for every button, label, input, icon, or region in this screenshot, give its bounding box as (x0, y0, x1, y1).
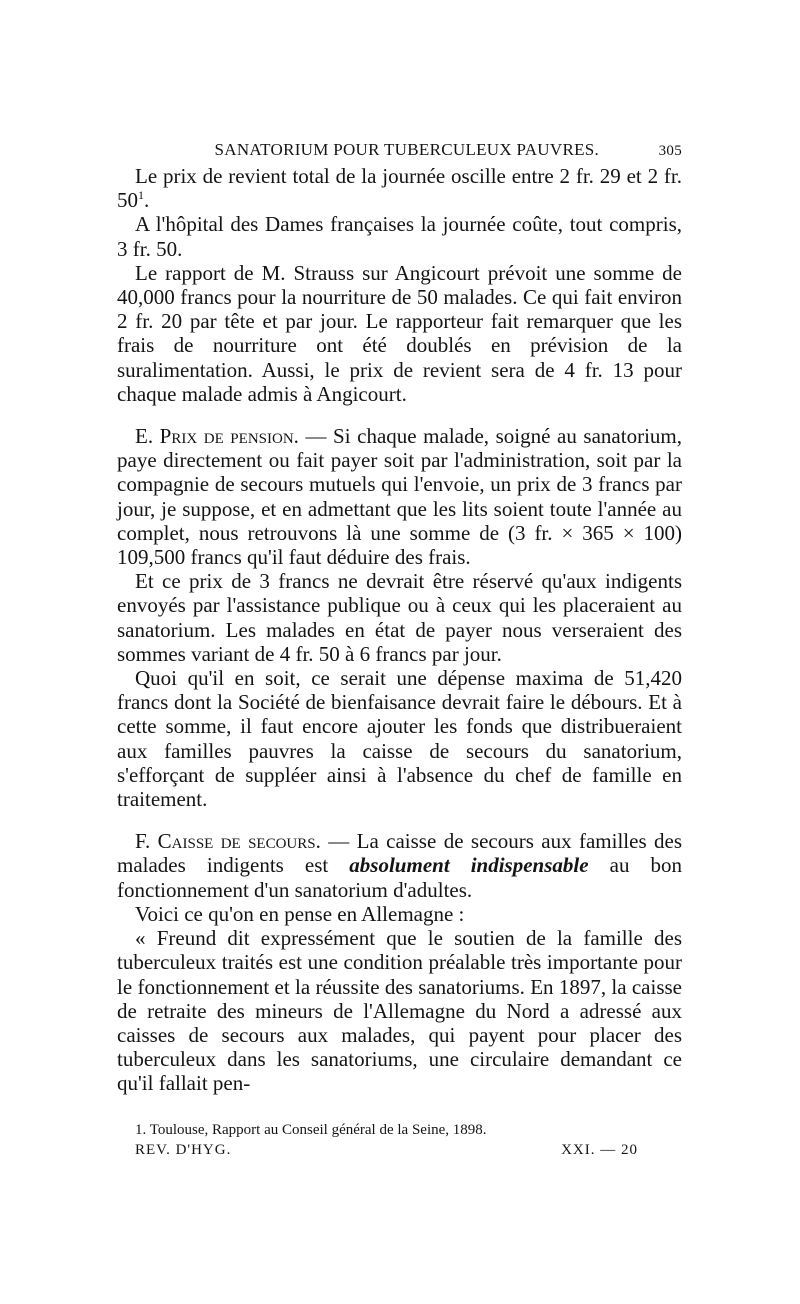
paragraph-dames-francaises: A l'hôpital des Dames françaises la journée coûte, tout compris, 3 fr. 50. (117, 212, 682, 261)
footnote (117, 1120, 682, 1140)
running-header (117, 140, 682, 160)
journal-abbreviation: REV. D'HYG. (135, 1141, 232, 1158)
paragraph-daily-cost-text: Le prix de revient total de la journée oscille entre 2 fr. 29 et 2 fr. 50 (117, 164, 682, 213)
section-e-letter: E. (135, 424, 154, 449)
paragraph-depense-maxima: Quoi qu'il en soit, ce serait une dépense maxima de 51,420 francs dont la Société de bienfaisance devrait faire le débours. Et à cette somme, il faut encore ajouter les fonds que distribueraient aux familles pauvres la caisse de secours du sanatorium, s'efforçant de suppléer ainsi à l'absence du chef de famille en traitement. (117, 666, 682, 812)
section-f-emphasis: absolument indispensable (349, 853, 589, 878)
sheet-signature-mark: XXI. — 20 (561, 1141, 638, 1158)
paragraph-allemagne: Voici ce qu'on en pense en Allemagne : (135, 901, 465, 926)
section-e-text: — Si chaque malade, soigné au sanatorium, paye directement ou fait payer soit par l'administration, soit par la compagnie de secours mutuels qui l'envoie, un prix de 3 francs par jour, je suppose, et en admettant que les lits soient toute l'année au complet, nous retrouvons là une somme de (3 fr. × 365 × 100) 109,500 francs qu'il faut déduire des frais. (117, 424, 682, 570)
running-title: SANATORIUM POUR TUBERCULEUX PAUVRES. (214, 140, 600, 159)
paragraph-daily-cost-end: . (144, 188, 150, 213)
section-e-prix-de-pension (117, 424, 682, 569)
section-f-text-1: — La caisse de secours aux familles des malades indigents est (117, 829, 682, 878)
page-number: 305 (658, 143, 682, 159)
paragraph-freund-quote: « Freund dit expressément que le soutien de la famille des tuberculeux traités est une condition préalable très importante pour le fonctionnement et la réussite des sanatoriums. En 1897, la caisse de retraite des mineurs de l'Allemagne du Nord a adressé aux caisses de secours aux malades, qui payent pour placer des tuberculeux dans les sanatoriums, une circulaire demandant ce qu'il fallait pen- (117, 926, 682, 1096)
section-f-letter: F. (135, 829, 151, 854)
footnote-text: Toulouse, Rapport au Conseil général de la Seine, 1898. (149, 1121, 487, 1138)
footnote-reference: 1 (138, 188, 144, 203)
footnote-spacer (117, 1096, 682, 1118)
section-f-caisse-de-secours (117, 829, 682, 902)
section-e-heading: Prix de pension. (159, 424, 299, 449)
printer-signature-line (117, 1142, 682, 1159)
section-f-heading: Caisse de secours. (157, 829, 321, 854)
book-page (117, 140, 682, 1159)
paragraph-daily-cost (117, 164, 682, 212)
paragraph-strauss-report: Le rapport de M. Strauss sur Angicourt prévoit une somme de 40,000 francs pour la nourriture de 50 malades. Ce qui fait environ 2 fr. 20 par tête et par jour. Le rapporteur fait remarquer que les frais de nourriture ont été doublés en prévision de la suralimentation. Aussi, le prix de revient sera de 4 fr. 13 pour chaque malade admis à Angicourt. (117, 260, 682, 406)
section-f-text-2: au bon fonctionnement d'un sanatorium d'adultes. (117, 853, 682, 902)
footnote-number: 1. (135, 1121, 147, 1138)
paragraph-indigents: Et ce prix de 3 francs ne devrait être réservé qu'aux indigents envoyés par l'assistance publique ou à ceux qui les placeraient au sanatorium. Les malades en état de payer nous verseraient des sommes variant de 4 fr. 50 à 6 francs par jour. (117, 569, 682, 666)
